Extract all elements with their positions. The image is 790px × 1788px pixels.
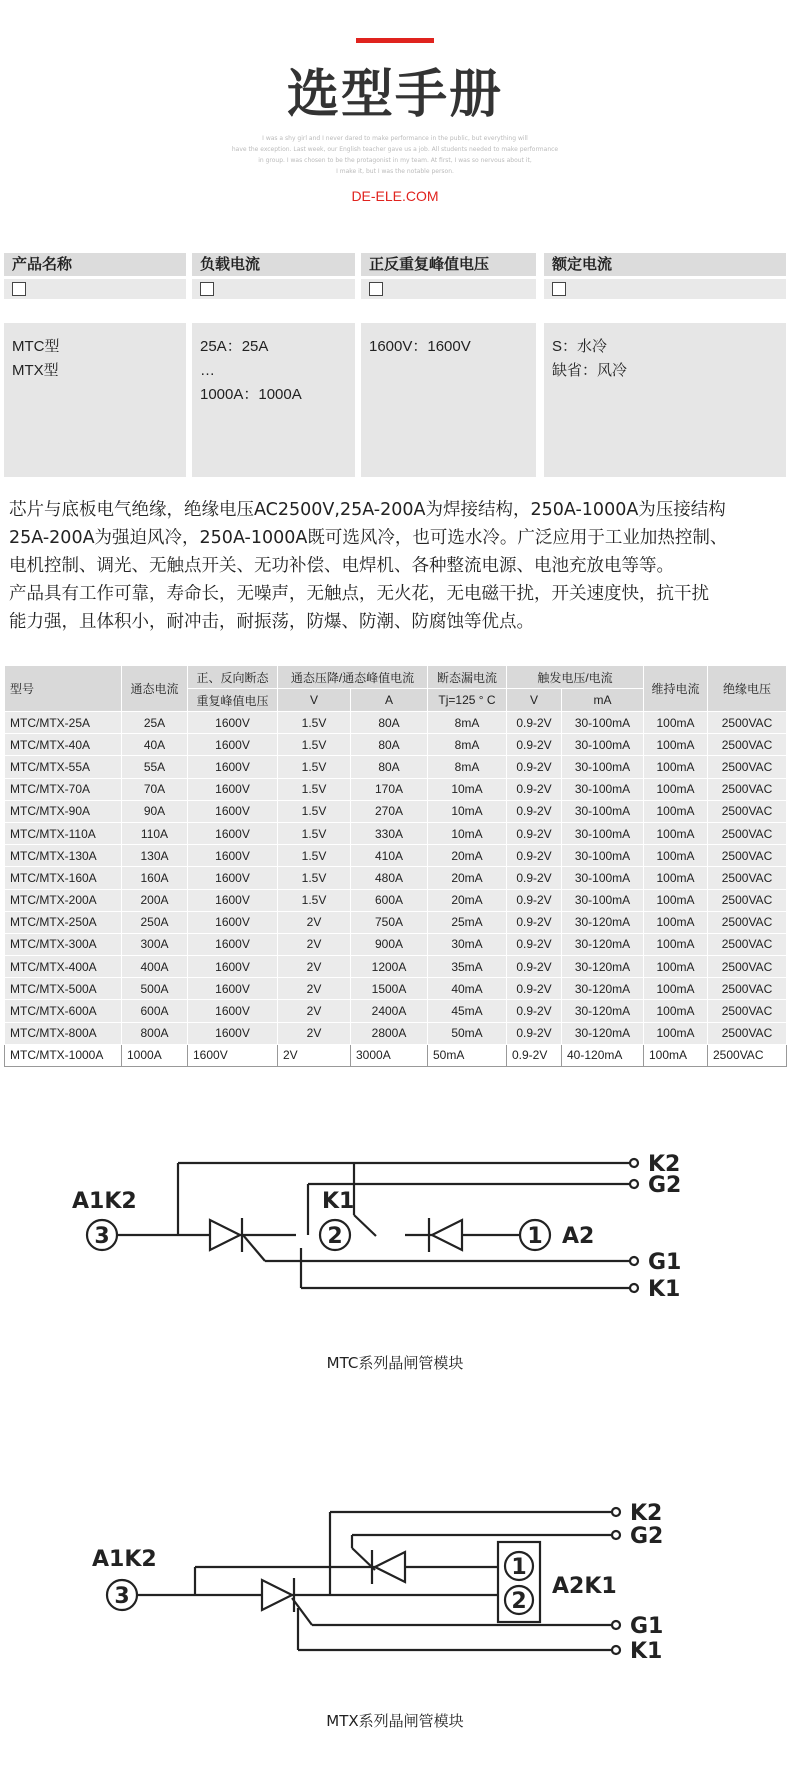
table-cell: 1.5V: [278, 712, 351, 734]
table-cell: 1600V: [188, 1044, 278, 1066]
table-cell: 0.9-2V: [507, 778, 562, 800]
table-cell: 100mA: [644, 822, 708, 844]
table-cell: 3000A: [351, 1044, 428, 1066]
table-cell: 8mA: [428, 734, 507, 756]
selection-header: 额定电流: [544, 253, 786, 276]
table-row: [5, 845, 787, 867]
table-cell: MTC/MTX-90A: [5, 800, 122, 822]
selection-header: 负载电流: [192, 253, 355, 276]
label-a2: A2: [562, 1224, 595, 1249]
table-cell: 1600V: [188, 822, 278, 844]
table-cell: 1600V: [188, 778, 278, 800]
column-subheader: V: [278, 689, 351, 712]
table-cell: 100mA: [644, 911, 708, 933]
table-cell: 45mA: [428, 1000, 507, 1022]
table-row: [5, 778, 787, 800]
table-cell: 2V: [278, 1022, 351, 1044]
selection-options: [361, 323, 536, 477]
table-cell: MTC/MTX-800A: [5, 1022, 122, 1044]
table-cell: 2500VAC: [708, 800, 787, 822]
thyristor-symbol: [262, 1578, 294, 1612]
page-title: 选型手册: [286, 65, 503, 125]
table-cell: 0.9-2V: [507, 978, 562, 1000]
label-g1: G1: [648, 1250, 682, 1275]
table-cell: 800A: [122, 1022, 188, 1044]
table-cell: MTC/MTX-500A: [5, 978, 122, 1000]
table-cell: 1.5V: [278, 756, 351, 778]
label-g2: G2: [648, 1173, 682, 1198]
table-cell: 0.9-2V: [507, 867, 562, 889]
table-cell: 0.9-2V: [507, 734, 562, 756]
table-cell: 600A: [351, 889, 428, 911]
column-header: 正、反向断态: [188, 666, 278, 689]
description-line: 芯片与底板电气绝缘，绝缘电压AC2500V,25A-200A为焊接结构，250A-1000A为压接结构: [9, 500, 726, 520]
table-cell: 55A: [122, 756, 188, 778]
terminal-number: 1: [527, 1224, 543, 1249]
table-row: [5, 978, 787, 1000]
table-cell: 100mA: [644, 1022, 708, 1044]
description-line: 能力强，且体积小，耐冲击，耐振荡，防爆、防潮、防腐蚀等优点。: [9, 612, 534, 632]
label-a2k1: A2K1: [552, 1574, 617, 1599]
column-header: 通态压降/通态峰值电流: [278, 666, 428, 689]
table-cell: 2500VAC: [708, 933, 787, 955]
table-cell: 20mA: [428, 845, 507, 867]
checkbox[interactable]: [369, 282, 383, 296]
table-cell: 1600V: [188, 867, 278, 889]
checkbox[interactable]: [12, 282, 26, 296]
table-cell: 300A: [122, 933, 188, 955]
table-cell: 480A: [351, 867, 428, 889]
table-cell: 2500VAC: [708, 889, 787, 911]
table-cell: 330A: [351, 822, 428, 844]
table-cell: 30-120mA: [562, 1000, 644, 1022]
table-cell: 2500VAC: [708, 778, 787, 800]
selection-header: 产品名称: [4, 253, 186, 276]
table-cell: 100mA: [644, 778, 708, 800]
table-cell: 0.9-2V: [507, 1044, 562, 1066]
table-cell: MTC/MTX-250A: [5, 911, 122, 933]
table-cell: 2500VAC: [708, 1000, 787, 1022]
table-cell: 100mA: [644, 867, 708, 889]
table-cell: 8mA: [428, 712, 507, 734]
table-cell: 80A: [351, 712, 428, 734]
column-header: 型号: [5, 666, 122, 712]
table-cell: 2V: [278, 1000, 351, 1022]
selection-options: [544, 323, 786, 477]
table-cell: 30-120mA: [562, 956, 644, 978]
option-text: 1000A：1000A: [200, 386, 302, 403]
terminal-number: 3: [94, 1224, 110, 1249]
thyristor-symbol: [429, 1218, 462, 1252]
table-row: [5, 734, 787, 756]
table-cell: MTC/MTX-1000A: [5, 1044, 122, 1066]
table-cell: 2400A: [351, 1000, 428, 1022]
option-text: 25A：25A: [200, 338, 269, 355]
table-cell: 2500VAC: [708, 1044, 787, 1066]
table-cell: 170A: [351, 778, 428, 800]
table-cell: 40mA: [428, 978, 507, 1000]
table-cell: MTC/MTX-300A: [5, 933, 122, 955]
tagline-line: in group. I was chosen to be the protagonist in my team. At first, I was so nervous about it,: [258, 157, 532, 164]
table-cell: 2V: [278, 911, 351, 933]
table-cell: 410A: [351, 845, 428, 867]
column-header: 通态电流: [122, 666, 188, 712]
option-text: MTC型: [12, 338, 60, 355]
table-cell: 400A: [122, 956, 188, 978]
table-cell: 10mA: [428, 778, 507, 800]
table-cell: 2500VAC: [708, 978, 787, 1000]
selection-checkbox-cell: [544, 279, 786, 299]
selection-checkbox-cell: [361, 279, 536, 299]
table-cell: 1600V: [188, 1022, 278, 1044]
table-cell: 1600V: [188, 933, 278, 955]
title-accent-bar: [356, 38, 434, 43]
option-text: 1600V：1600V: [369, 338, 471, 355]
table-cell: MTC/MTX-600A: [5, 1000, 122, 1022]
table-cell: 20mA: [428, 867, 507, 889]
table-cell: 1600V: [188, 978, 278, 1000]
table-cell: 1000A: [122, 1044, 188, 1066]
table-cell: 30-100mA: [562, 889, 644, 911]
table-cell: 0.9-2V: [507, 712, 562, 734]
table-cell: 160A: [122, 867, 188, 889]
table-cell: 100mA: [644, 756, 708, 778]
table-cell: 1500A: [351, 978, 428, 1000]
table-cell: MTC/MTX-70A: [5, 778, 122, 800]
description-line: 25A-200A为强迫风冷，250A-1000A既可选风冷，也可选水冷。广泛应用于工业加热控制、: [9, 528, 728, 548]
thyristor-symbol: [372, 1550, 405, 1584]
table-cell: 100mA: [644, 956, 708, 978]
table-row: [5, 756, 787, 778]
option-text: …: [200, 362, 215, 379]
table-cell: 900A: [351, 933, 428, 955]
table-cell: 1600V: [188, 756, 278, 778]
table-cell: 20mA: [428, 889, 507, 911]
table-cell: 1.5V: [278, 778, 351, 800]
label-a1k2: A1K2: [72, 1189, 137, 1214]
spec-table: [4, 665, 787, 1067]
table-cell: 2500VAC: [708, 734, 787, 756]
label-k1-top: K1: [322, 1189, 355, 1214]
table-cell: 0.9-2V: [507, 1000, 562, 1022]
table-cell: 100mA: [644, 734, 708, 756]
table-cell: 1.5V: [278, 822, 351, 844]
table-cell: 270A: [351, 800, 428, 822]
label-k2: K2: [648, 1152, 681, 1177]
table-cell: 1600V: [188, 845, 278, 867]
option-text: 缺省：风冷: [552, 362, 628, 379]
tagline-line: I make it, but I was the notable person.: [336, 168, 454, 175]
selection-checkbox-cell: [192, 279, 355, 299]
thyristor-symbol: [210, 1218, 242, 1252]
table-cell: 30-120mA: [562, 911, 644, 933]
table-cell: 2500VAC: [708, 845, 787, 867]
table-row: [5, 867, 787, 889]
terminal-number: 3: [114, 1584, 130, 1609]
table-cell: 30-100mA: [562, 778, 644, 800]
table-cell: 100mA: [644, 978, 708, 1000]
table-cell: 0.9-2V: [507, 956, 562, 978]
table-cell: 250A: [122, 911, 188, 933]
table-cell: 30-100mA: [562, 800, 644, 822]
table-cell: MTC/MTX-25A: [5, 712, 122, 734]
table-cell: 1.5V: [278, 889, 351, 911]
table-cell: 110A: [122, 822, 188, 844]
table-row: [5, 1044, 787, 1066]
tagline-line: I was a shy girl and I never dared to make performance in the public, but everything will: [262, 135, 528, 142]
site-url: DE-ELE.COM: [351, 188, 439, 204]
label-k2: K2: [630, 1501, 663, 1526]
table-cell: 30-100mA: [562, 867, 644, 889]
table-row: [5, 800, 787, 822]
table-cell: 1600V: [188, 734, 278, 756]
spec-table-body: [5, 712, 787, 1067]
table-cell: 0.9-2V: [507, 889, 562, 911]
table-cell: MTC/MTX-400A: [5, 956, 122, 978]
table-cell: 0.9-2V: [507, 911, 562, 933]
table-cell: MTC/MTX-40A: [5, 734, 122, 756]
column-header: 断态漏电流: [428, 666, 507, 689]
table-cell: 30-120mA: [562, 978, 644, 1000]
label-k1: K1: [648, 1277, 681, 1302]
table-cell: 100mA: [644, 1000, 708, 1022]
table-cell: 1.5V: [278, 867, 351, 889]
table-cell: 0.9-2V: [507, 800, 562, 822]
table-row: [5, 911, 787, 933]
table-row: [5, 1000, 787, 1022]
tagline: [200, 133, 590, 177]
table-cell: 25mA: [428, 911, 507, 933]
terminal-number: 2: [327, 1224, 343, 1249]
table-cell: 30-100mA: [562, 734, 644, 756]
table-cell: 70A: [122, 778, 188, 800]
table-cell: 100mA: [644, 800, 708, 822]
table-cell: 30-120mA: [562, 1022, 644, 1044]
table-cell: 1600V: [188, 1000, 278, 1022]
product-description: [9, 496, 784, 636]
table-cell: 2V: [278, 1044, 351, 1066]
label-g2: G2: [630, 1524, 664, 1549]
table-cell: 750A: [351, 911, 428, 933]
table-cell: 30mA: [428, 933, 507, 955]
table-cell: 2500VAC: [708, 867, 787, 889]
table-cell: 25A: [122, 712, 188, 734]
terminal-number: 2: [511, 1589, 527, 1614]
table-cell: 30-100mA: [562, 756, 644, 778]
selection-options: [4, 323, 186, 477]
option-text: S：水冷: [552, 338, 608, 355]
table-cell: 100mA: [644, 933, 708, 955]
table-cell: 10mA: [428, 822, 507, 844]
table-cell: 2500VAC: [708, 911, 787, 933]
table-cell: 30-100mA: [562, 822, 644, 844]
tagline-line: have the exception. Last week, our English teacher gave us a job. All students needed to make performance: [231, 146, 559, 153]
column-subheader: mA: [562, 689, 644, 712]
table-cell: 2500VAC: [708, 956, 787, 978]
option-text: MTX型: [12, 362, 59, 379]
table-cell: 0.9-2V: [507, 933, 562, 955]
table-cell: 2500VAC: [708, 1022, 787, 1044]
label-g1: G1: [630, 1614, 664, 1639]
table-cell: MTC/MTX-130A: [5, 845, 122, 867]
table-cell: 100mA: [644, 712, 708, 734]
table-cell: 2800A: [351, 1022, 428, 1044]
table-cell: 500A: [122, 978, 188, 1000]
table-cell: 30-120mA: [562, 933, 644, 955]
checkbox[interactable]: [552, 282, 566, 296]
table-cell: 100mA: [644, 1044, 708, 1066]
column-subheader: V: [507, 689, 562, 712]
table-cell: 50mA: [428, 1022, 507, 1044]
description-line: 电机控制、调光、无触点开关、无功补偿、电焊机、各种整流电源、电池充放电等等。: [9, 556, 674, 576]
table-cell: MTC/MTX-55A: [5, 756, 122, 778]
table-cell: 0.9-2V: [507, 756, 562, 778]
table-cell: 35mA: [428, 956, 507, 978]
table-cell: 80A: [351, 734, 428, 756]
table-cell: 1.5V: [278, 845, 351, 867]
label-k1: K1: [630, 1639, 663, 1664]
table-cell: 1600V: [188, 956, 278, 978]
column-subheader: A: [351, 689, 428, 712]
table-cell: 90A: [122, 800, 188, 822]
selection-header: 正反重复峰值电压: [361, 253, 536, 276]
table-cell: 1200A: [351, 956, 428, 978]
table-row: [5, 822, 787, 844]
table-cell: 0.9-2V: [507, 845, 562, 867]
mtc-circuit-diagram: [0, 1130, 790, 1330]
table-cell: 1600V: [188, 911, 278, 933]
table-row: [5, 1022, 787, 1044]
description-line: 产品具有工作可靠，寿命长，无噪声，无触点，无火花，无电磁干扰，开关速度快，抗干扰: [9, 584, 709, 604]
column-subheader: 重复峰值电压: [188, 689, 278, 712]
table-cell: 130A: [122, 845, 188, 867]
table-cell: 1600V: [188, 889, 278, 911]
table-cell: MTC/MTX-110A: [5, 822, 122, 844]
table-cell: 50mA: [428, 1044, 507, 1066]
label-a1k2: A1K2: [92, 1547, 157, 1572]
mtc-caption: MTC系列晶闸管模块: [326, 1354, 464, 1372]
column-header: 维持电流: [644, 666, 708, 712]
table-cell: 40-120mA: [562, 1044, 644, 1066]
table-cell: MTC/MTX-200A: [5, 889, 122, 911]
table-cell: 1600V: [188, 712, 278, 734]
table-row: [5, 712, 787, 734]
table-cell: 0.9-2V: [507, 1022, 562, 1044]
column-subheader: Tj=125 ° C: [428, 689, 507, 712]
table-cell: 1.5V: [278, 734, 351, 756]
table-cell: 0.9-2V: [507, 822, 562, 844]
column-header: 绝缘电压: [708, 666, 787, 712]
table-cell: 40A: [122, 734, 188, 756]
table-cell: 2V: [278, 978, 351, 1000]
table-cell: 8mA: [428, 756, 507, 778]
terminal-number: 1: [511, 1555, 527, 1580]
mtx-circuit-diagram: [0, 1490, 790, 1680]
table-cell: 30-100mA: [562, 712, 644, 734]
table-cell: 10mA: [428, 800, 507, 822]
table-row: [5, 956, 787, 978]
table-cell: 2V: [278, 933, 351, 955]
table-cell: 1600V: [188, 800, 278, 822]
table-row: [5, 933, 787, 955]
table-cell: 2500VAC: [708, 712, 787, 734]
table-cell: MTC/MTX-160A: [5, 867, 122, 889]
checkbox[interactable]: [200, 282, 214, 296]
selection-checkbox-cell: [4, 279, 186, 299]
table-row: [5, 889, 787, 911]
table-cell: 100mA: [644, 889, 708, 911]
mtx-caption: MTX系列晶闸管模块: [326, 1712, 464, 1730]
table-cell: 2500VAC: [708, 822, 787, 844]
table-cell: 2500VAC: [708, 756, 787, 778]
table-cell: 30-100mA: [562, 845, 644, 867]
table-cell: 200A: [122, 889, 188, 911]
table-cell: 2V: [278, 956, 351, 978]
table-cell: 80A: [351, 756, 428, 778]
column-header: 触发电压/电流: [507, 666, 644, 689]
table-cell: 1.5V: [278, 800, 351, 822]
selection-options: [192, 323, 355, 477]
table-cell: 100mA: [644, 845, 708, 867]
table-cell: 600A: [122, 1000, 188, 1022]
